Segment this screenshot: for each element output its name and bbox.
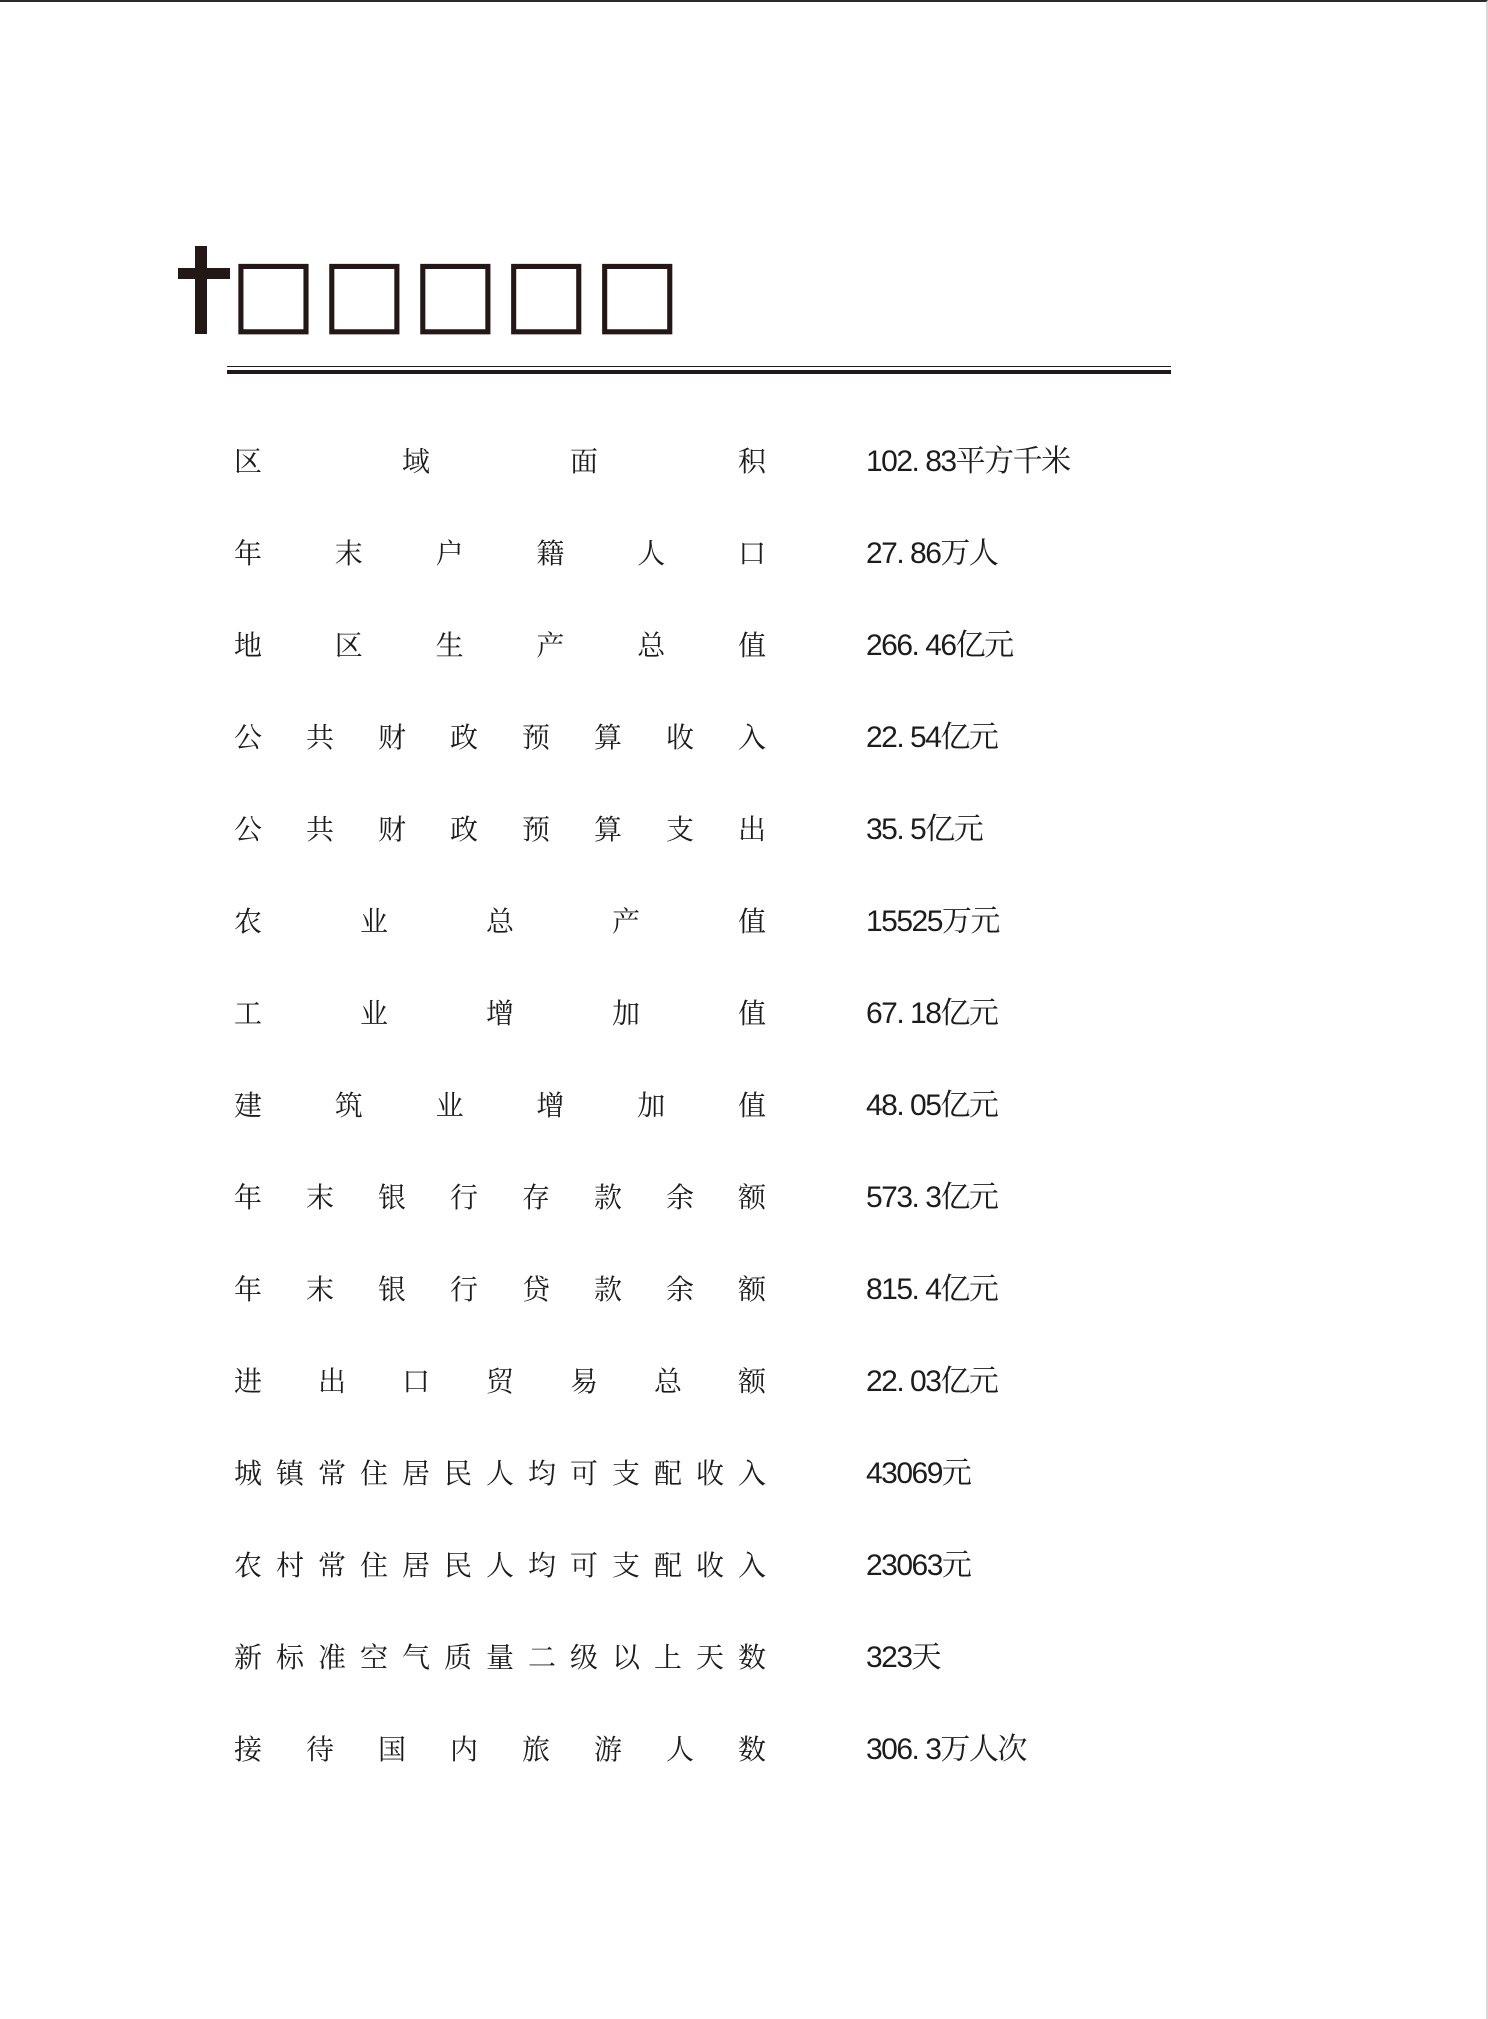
stat-row-air-quality-days <box>234 1612 1134 1704</box>
stat-row-gdp <box>234 600 1134 692</box>
stat-value: 102. 83平方千米 <box>866 445 1070 478</box>
stat-label: 公共财政预算收入 <box>234 721 766 754</box>
stat-row-rural-income <box>234 1520 1134 1612</box>
stat-value: 573. 3亿元 <box>866 1181 998 1214</box>
stat-label: 地区生产总值 <box>234 629 766 662</box>
stat-value: 22. 03亿元 <box>866 1365 998 1398</box>
stat-value: 27. 86万人 <box>866 537 998 570</box>
stat-row-budget-expenditure <box>234 784 1134 876</box>
stat-value: 266. 46亿元 <box>866 629 1013 662</box>
stat-label: 工业增加值 <box>234 997 766 1030</box>
stat-row-budget-revenue <box>234 692 1134 784</box>
heading-title: □□□□□ <box>230 238 685 345</box>
heading-rule-thick <box>227 370 1171 374</box>
stat-value: 67. 18亿元 <box>866 997 998 1030</box>
heading-rule-thin <box>227 366 1171 367</box>
stat-value: 43069元 <box>866 1457 971 1490</box>
stat-row-domestic-tourists <box>234 1704 1134 1796</box>
stat-label: 城镇常住居民人均可支配收入 <box>234 1457 766 1490</box>
stat-row-area <box>234 416 1134 508</box>
stat-label: 区域面积 <box>234 445 766 478</box>
stat-value: 22. 54亿元 <box>866 721 998 754</box>
stat-value: 15525万元 <box>866 905 999 938</box>
stat-label: 年末银行贷款余额 <box>234 1273 766 1306</box>
stat-row-industry-added-value <box>234 968 1134 1060</box>
stat-value: 323天 <box>866 1641 941 1674</box>
stat-row-bank-loans <box>234 1244 1134 1336</box>
stat-label: 年末户籍人口 <box>234 537 766 570</box>
stat-label: 建筑业增加值 <box>234 1089 766 1122</box>
stat-row-agriculture-output <box>234 876 1134 968</box>
stat-value: 48. 05亿元 <box>866 1089 998 1122</box>
stat-row-construction-added-value <box>234 1060 1134 1152</box>
stat-row-population <box>234 508 1134 600</box>
section-heading <box>178 238 685 346</box>
stat-label: 进出口贸易总额 <box>234 1365 766 1398</box>
stat-row-urban-income <box>234 1428 1134 1520</box>
stat-row-trade-volume <box>234 1336 1134 1428</box>
stat-label: 公共财政预算支出 <box>234 813 766 846</box>
stat-value: 23063元 <box>866 1549 971 1582</box>
stat-label: 接待国内旅游人数 <box>234 1733 766 1766</box>
stat-label: 新标准空气质量二级以上天数 <box>234 1641 766 1674</box>
statistics-list <box>234 416 1134 1796</box>
stat-value: 35. 5亿元 <box>866 813 983 846</box>
heading-cross-glyph <box>178 246 230 334</box>
stat-label: 农业总产值 <box>234 905 766 938</box>
stat-label: 农村常住居民人均可支配收入 <box>234 1549 766 1582</box>
stat-value: 815. 4亿元 <box>866 1273 998 1306</box>
stat-row-bank-deposits <box>234 1152 1134 1244</box>
stat-label: 年末银行存款余额 <box>234 1181 766 1214</box>
stat-value: 306. 3万人次 <box>866 1733 1026 1766</box>
